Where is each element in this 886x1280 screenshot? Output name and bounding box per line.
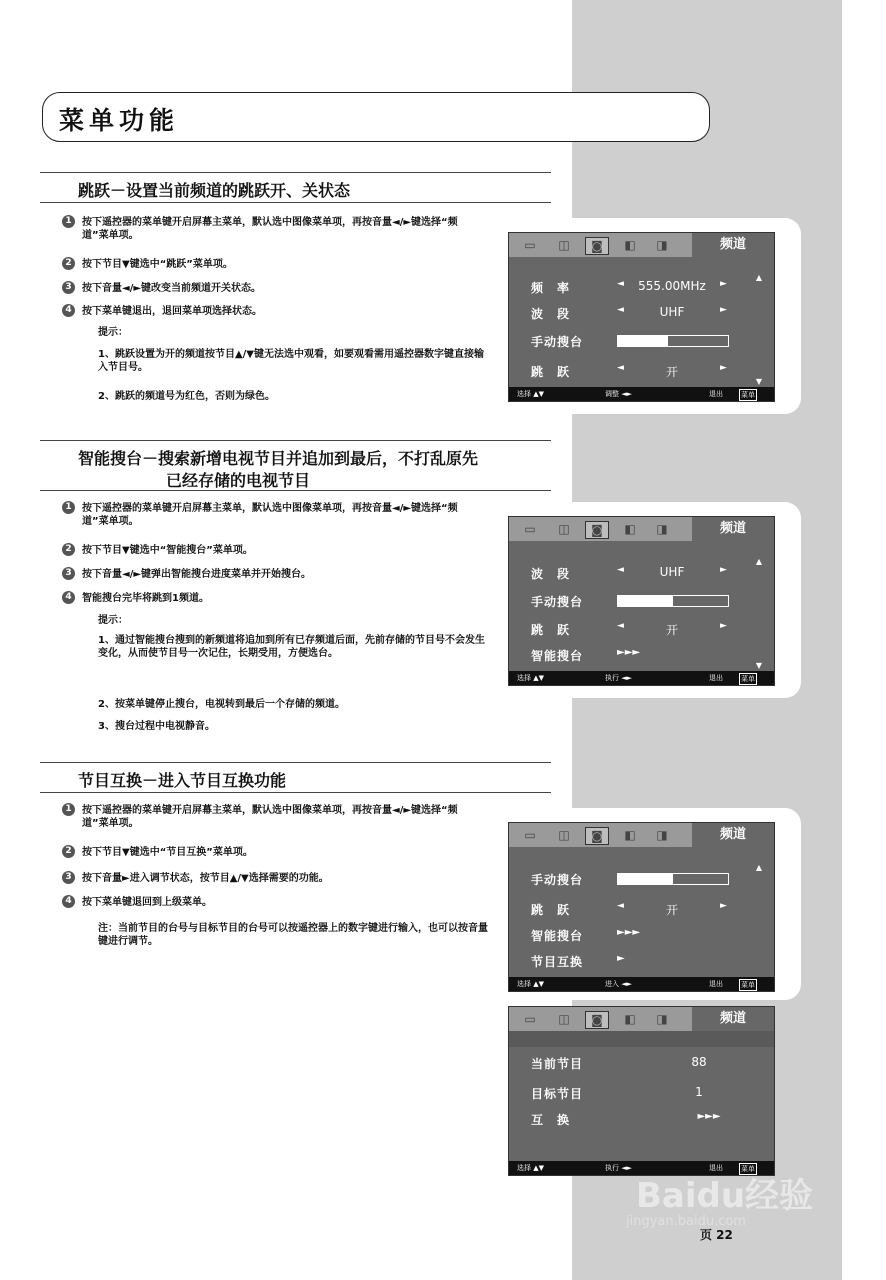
setup-icon: ◧ bbox=[624, 828, 636, 842]
step-number: 1 bbox=[62, 803, 75, 816]
tv-footer: 选择 ▲▼ 执行 ◄► 退出 菜单 bbox=[509, 1161, 774, 1175]
tv-row: 波 段 ◄ UHF ► bbox=[531, 305, 727, 321]
tv-footer: 选择 ▲▼ 执行 ◄► 退出 菜单 bbox=[509, 671, 774, 685]
section-divider bbox=[40, 490, 551, 491]
setup-icon: ◧ bbox=[624, 522, 636, 536]
section-divider bbox=[40, 172, 551, 173]
step-number: 2 bbox=[62, 543, 75, 556]
function-icon: ◨ bbox=[656, 828, 668, 842]
watermark-logo: Baidu经验 bbox=[636, 1176, 814, 1216]
step-item: 3 按下音量◄/►键弹出智能搜台进度菜单并开始搜台。 bbox=[82, 568, 482, 581]
tv-tab-bar bbox=[509, 517, 774, 541]
tv-tab-bar bbox=[509, 233, 774, 257]
tv-tab-title: 频道 bbox=[692, 233, 774, 257]
tip-item: 2、按菜单键停止搜台，电视转到最后一个存储的频道。 bbox=[98, 699, 345, 710]
progress-bar bbox=[617, 595, 729, 607]
scroll-down-icon: ▼ bbox=[755, 661, 762, 670]
sound-icon: ◫ bbox=[558, 238, 570, 252]
step-number: 4 bbox=[62, 304, 75, 317]
tv-footer: 选择 ▲▼ 进入 ◄► 退出 菜单 bbox=[509, 977, 774, 991]
step-number: 3 bbox=[62, 567, 75, 580]
tip-label: 提示： bbox=[98, 615, 128, 626]
tv-row: 手动搜台 bbox=[509, 329, 774, 353]
setup-icon: ◧ bbox=[624, 238, 636, 252]
step-item: 1 按下遥控器的菜单键开启屏幕主菜单，默认选中图像菜单项，再按音量◄/►键选择“频道”菜单项。 bbox=[82, 502, 482, 528]
tip-item: 1、通过智能搜台搜到的新频道将追加到所有已存频道后面，先前存储的节目号不会发生变化，从而使节目号一次记住，长期受用，方便选台。 bbox=[98, 635, 485, 659]
tv-row: 互 换 ►►► bbox=[531, 1111, 721, 1127]
tv-tab-bar bbox=[509, 1007, 774, 1031]
step-item: 3 按下音量◄/►键改变当前频道开关状态。 bbox=[82, 282, 482, 295]
tv-tab-title: 频道 bbox=[692, 823, 774, 847]
section-title-smart-search: 智能搜台－搜索新增电视节目并追加到最后，不打乱原先 bbox=[78, 449, 479, 468]
scroll-up-icon: ▲ bbox=[755, 557, 762, 566]
step-item: 4 按下菜单键退出，退回菜单项选择状态。 bbox=[82, 305, 482, 318]
step-number: 3 bbox=[62, 871, 75, 884]
section-divider bbox=[40, 762, 551, 763]
step-number: 4 bbox=[62, 895, 75, 908]
function-icon: ◨ bbox=[656, 1012, 668, 1026]
picture-icon: ▭ bbox=[524, 828, 536, 842]
note-text: 注：当前节目的台号与目标节目的台号可以按遥控器上的数字键进行输入，也可以按音量键进行调节。 bbox=[98, 923, 488, 947]
tv-row: 当前节目 88 bbox=[531, 1055, 707, 1071]
tv-subheader bbox=[509, 1031, 774, 1047]
picture-icon: ▭ bbox=[524, 522, 536, 536]
tv-row: 手动搜台 bbox=[509, 589, 774, 613]
page-title-box bbox=[42, 92, 710, 142]
step-item: 1 按下遥控器的菜单键开启屏幕主菜单，默认选中图像菜单项，再按音量◄/►键选择“频道”菜单项。 bbox=[82, 804, 482, 830]
section-title-skip: 跳跃－设置当前频道的跳跃开、关状态 bbox=[78, 181, 351, 200]
step-item: 2 按下节目▼键选中“节目互换”菜单项。 bbox=[82, 846, 482, 859]
sound-icon: ◫ bbox=[558, 828, 570, 842]
tv-row: 频 率 ◄ 555.00MHz ► bbox=[531, 279, 727, 295]
step-number: 2 bbox=[62, 257, 75, 270]
tv-menu-swap bbox=[508, 1006, 775, 1176]
tv-row: 目标节目 1 bbox=[531, 1085, 703, 1101]
picture-icon: ▭ bbox=[524, 1012, 536, 1026]
function-icon: ◨ bbox=[656, 238, 668, 252]
setup-icon: ◧ bbox=[624, 1012, 636, 1026]
section-divider bbox=[40, 202, 551, 203]
section-divider bbox=[40, 440, 551, 441]
tv-tab-title: 频道 bbox=[692, 1007, 774, 1031]
step-number: 1 bbox=[62, 215, 75, 228]
tv-footer: 选择 ▲▼ 调整 ◄► 退出 菜单 bbox=[509, 387, 774, 401]
step-number: 4 bbox=[62, 591, 75, 604]
step-number: 3 bbox=[62, 281, 75, 294]
tip-label: 提示： bbox=[98, 327, 128, 338]
section-title-swap: 节目互换－进入节目互换功能 bbox=[78, 771, 287, 790]
tv-row: 波 段 ◄ UHF ► bbox=[531, 565, 727, 581]
step-item: 2 按下节目▼键选中“智能搜台”菜单项。 bbox=[82, 544, 482, 557]
step-item: 4 智能搜台完毕将跳到1频道。 bbox=[82, 592, 482, 605]
tv-menu-skip bbox=[508, 232, 775, 402]
step-item: 2 按下节目▼键选中“跳跃”菜单项。 bbox=[82, 258, 482, 271]
function-icon: ◨ bbox=[656, 522, 668, 536]
tv-row: 智能搜台 ►►► bbox=[531, 647, 641, 663]
scroll-down-icon: ▼ bbox=[755, 377, 762, 386]
progress-bar bbox=[617, 873, 729, 885]
tv-row: 节目互换 ► bbox=[531, 953, 625, 969]
step-number: 1 bbox=[62, 501, 75, 514]
tv-row: 手动搜台 bbox=[509, 867, 774, 891]
page-number: 页 22 bbox=[700, 1228, 733, 1242]
tv-row: 跳 跃 ◄ 开 ► bbox=[531, 621, 727, 637]
watermark-url: jingyan.baidu.com bbox=[626, 1214, 746, 1229]
tip-item: 1、跳跃设置为开的频道按节目▲/▼键无法选中观看，如要观看需用遥控器数字键直接输入节目号。 bbox=[98, 349, 484, 373]
section-title-smart-search-line2: 已经存储的电视节目 bbox=[166, 471, 311, 490]
picture-icon: ▭ bbox=[524, 238, 536, 252]
tv-row: 智能搜台 ►►► bbox=[531, 927, 641, 943]
step-number: 2 bbox=[62, 845, 75, 858]
tv-menu-swap-entry bbox=[508, 822, 775, 992]
tv-tab-title: 频道 bbox=[692, 517, 774, 541]
tip-item: 2、跳跃的频道号为红色，否则为绿色。 bbox=[98, 391, 275, 402]
step-item: 3 按下音量►进入调节状态，按节目▲/▼选择需要的功能。 bbox=[82, 872, 482, 885]
tv-menu-smart-search bbox=[508, 516, 775, 686]
tip-item: 3、搜台过程中电视静音。 bbox=[98, 721, 215, 732]
sound-icon: ◫ bbox=[558, 1012, 570, 1026]
scroll-up-icon: ▲ bbox=[755, 863, 762, 872]
tv-row: 跳 跃 ◄ 开 ► bbox=[531, 901, 727, 917]
page-title: 菜单功能 bbox=[59, 106, 180, 135]
sound-icon: ◫ bbox=[558, 522, 570, 536]
progress-bar bbox=[617, 335, 729, 347]
channel-icon: ◙ bbox=[585, 237, 609, 255]
channel-icon: ◙ bbox=[585, 827, 609, 845]
step-item: 4 按下菜单键退回到上级菜单。 bbox=[82, 896, 482, 909]
section-divider bbox=[40, 792, 551, 793]
channel-icon: ◙ bbox=[585, 521, 609, 539]
tv-tab-bar bbox=[509, 823, 774, 847]
tv-row: 跳 跃 ◄ 开 ► bbox=[531, 363, 727, 379]
channel-icon: ◙ bbox=[585, 1011, 609, 1029]
scroll-up-icon: ▲ bbox=[755, 273, 762, 282]
step-item: 1 按下遥控器的菜单键开启屏幕主菜单，默认选中图像菜单项，再按音量◄/►键选择“频道”菜单项。 bbox=[82, 216, 482, 242]
